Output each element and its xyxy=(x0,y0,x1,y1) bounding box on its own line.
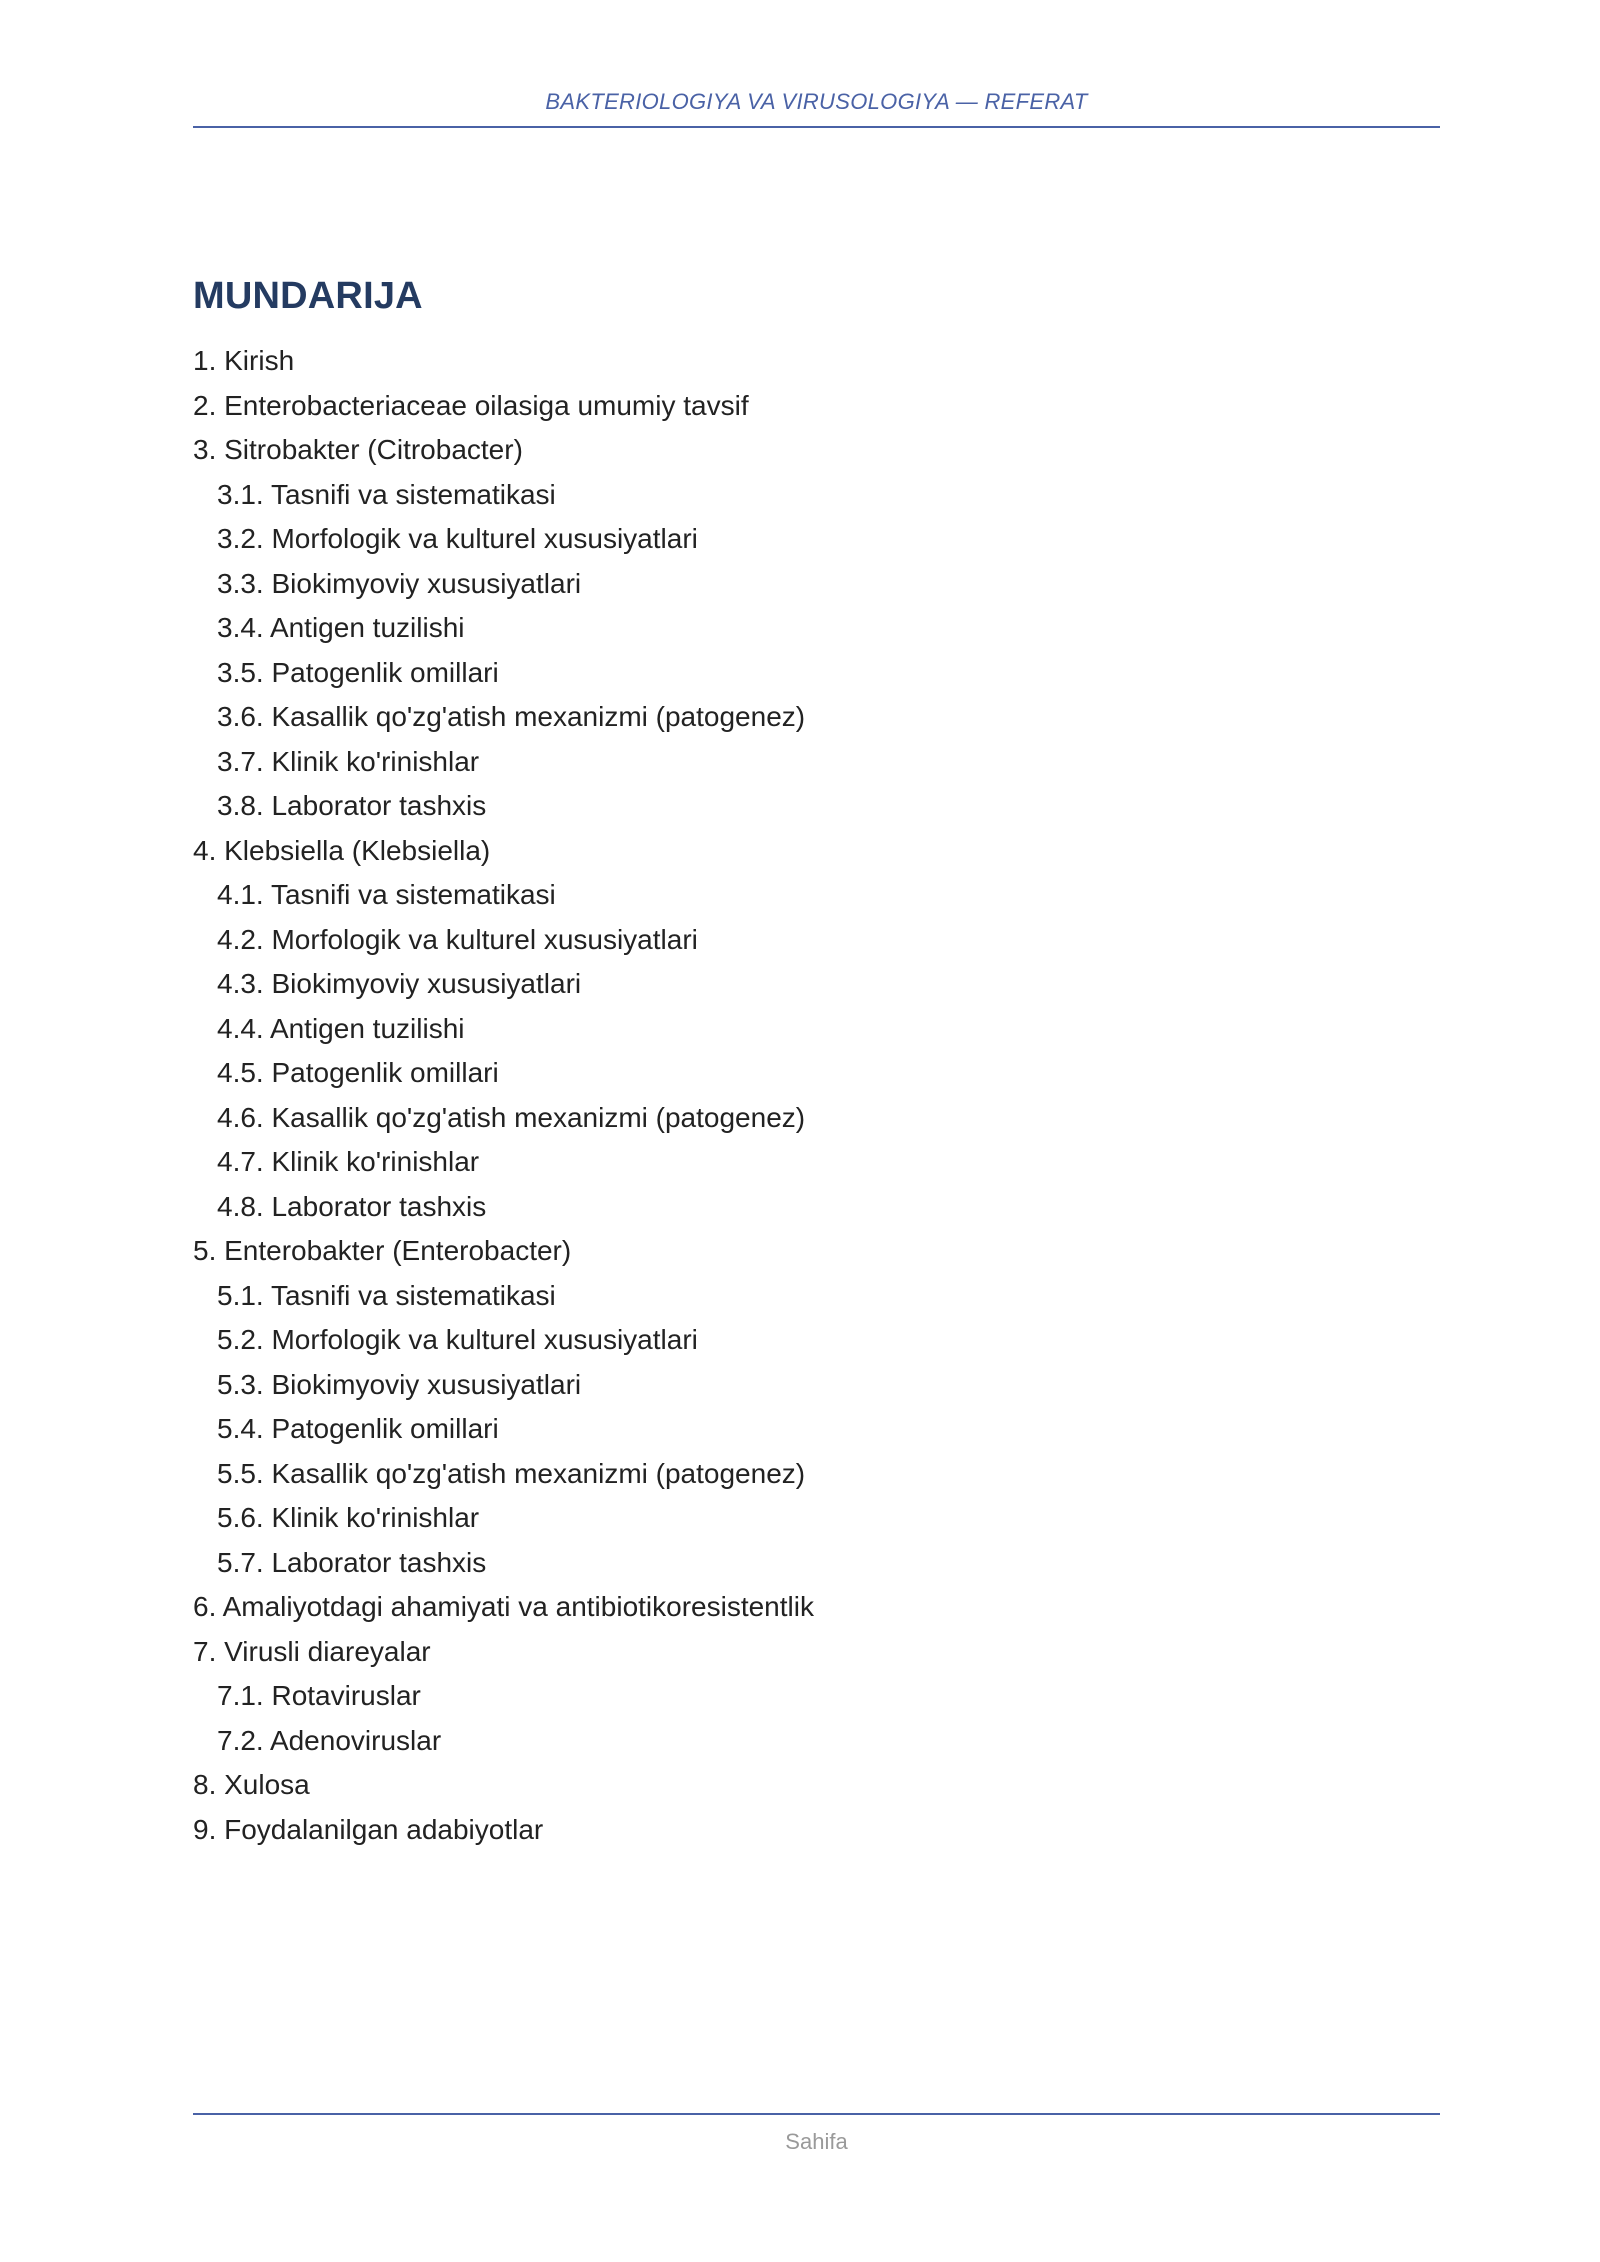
toc-subsection-item: 4.2. Morfologik va kulturel xususiyatlari xyxy=(217,923,698,955)
toc-subsection-item: 5.6. Klinik ko'rinishlar xyxy=(217,1502,480,1533)
toc-list xyxy=(193,339,814,1852)
toc-subsection-item: 7.2. Adenoviruslar xyxy=(217,1724,442,1756)
toc-section-item: 7. Virusli diareyalar xyxy=(193,1635,431,1667)
page-number-label: Sahifa xyxy=(785,2129,848,2154)
toc-subsection-item: 4.5. Patogenlik omillari xyxy=(217,1057,499,1088)
toc-section-item: 9. Foydalanilgan adabiyotlar xyxy=(193,1813,544,1845)
toc-subsection-item: 4.6. Kasallik qo'zg'atish mexanizmi (patogenez) xyxy=(217,1101,806,1133)
toc-subsection-item: 3.6. Kasallik qo'zg'atish mexanizmi (patogenez) xyxy=(217,701,806,732)
toc-subsection-item: 3.8. Laborator tashxis xyxy=(217,790,487,821)
toc-subsection-item: 3.5. Patogenlik omillari xyxy=(217,656,499,688)
page-footer xyxy=(193,2113,1440,2154)
toc-subsection-item: 5.1. Tasnifi va sistematikasi xyxy=(217,1279,556,1311)
toc-subsection-item: 3.1. Tasnifi va sistematikasi xyxy=(217,478,556,510)
toc-subsection-item: 3.4. Antigen tuzilishi xyxy=(217,612,465,643)
toc-section-item: 3. Sitrobakter (Citrobacter) xyxy=(193,434,523,465)
toc-subsection-item: 4.3. Biokimyoviy xususiyatlari xyxy=(217,968,582,999)
toc-subsection-item: 4.7. Klinik ko'rinishlar xyxy=(217,1146,480,1177)
toc-subsection-item: 4.4. Antigen tuzilishi xyxy=(217,1012,465,1044)
toc-section-item: 1. Kirish xyxy=(193,345,295,376)
page-header xyxy=(193,90,1440,128)
toc-subsection-item: 7.1. Rotaviruslar xyxy=(217,1680,421,1711)
toc-section-item: 5. Enterobakter (Enterobacter) xyxy=(193,1235,572,1266)
toc-subsection-item: 5.2. Morfologik va kulturel xususiyatlari xyxy=(217,1324,698,1355)
running-title: BAKTERIOLOGIYA VA VIRUSOLOGIYA — REFERAT xyxy=(545,89,1088,114)
toc-subsection-item: 5.5. Kasallik qo'zg'atish mexanizmi (patogenez) xyxy=(217,1457,806,1489)
toc-subsection-item: 5.3. Biokimyoviy xususiyatlari xyxy=(217,1368,582,1400)
toc-subsection-item: 3.7. Klinik ko'rinishlar xyxy=(217,745,480,777)
toc-subsection-item: 4.1. Tasnifi va sistematikasi xyxy=(217,879,556,910)
toc-subsection-item: 4.8. Laborator tashxis xyxy=(217,1190,487,1222)
toc-section-item: 4. Klebsiella (Klebsiella) xyxy=(193,834,491,866)
toc-subsection-item: 3.2. Morfologik va kulturel xususiyatlari xyxy=(217,523,698,554)
toc-subsection-item: 5.7. Laborator tashxis xyxy=(217,1546,487,1578)
toc-section-item: 8. Xulosa xyxy=(193,1769,310,1800)
toc-section-item: 2. Enterobacteriaceae oilasiga umumiy tavsif xyxy=(193,389,749,421)
toc-subsection-item: 3.3. Biokimyoviy xususiyatlari xyxy=(217,567,582,599)
toc-section-item: 6. Amaliyotdagi ahamiyati va antibiotikoresistentlik xyxy=(193,1591,814,1622)
toc-subsection-item: 5.4. Patogenlik omillari xyxy=(217,1413,499,1444)
toc-title: MUNDARIJA xyxy=(193,275,423,317)
